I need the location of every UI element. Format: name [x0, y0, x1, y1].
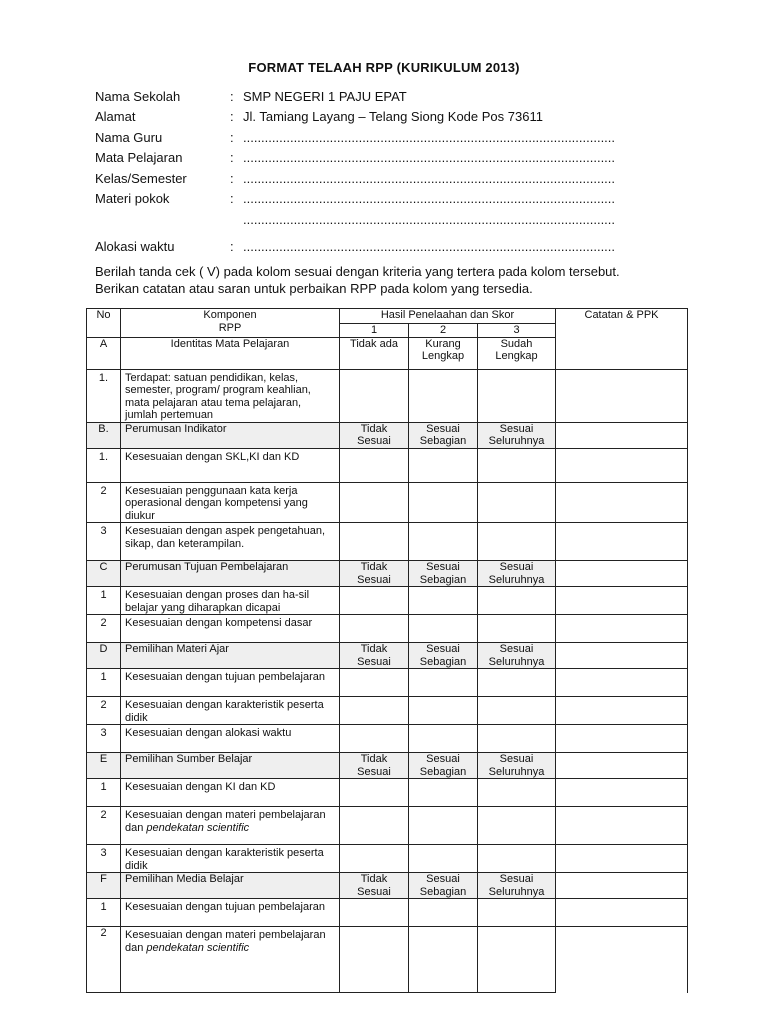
- field-value[interactable]: .......................................................................................................: [243, 129, 616, 145]
- score-cell[interactable]: [478, 587, 556, 615]
- item-no: 1: [87, 779, 121, 807]
- table-row: [87, 669, 688, 697]
- item-no: 1: [87, 899, 121, 927]
- notes-cell[interactable]: [556, 927, 688, 993]
- score-option: Tidak Sesuai: [340, 753, 409, 779]
- table-row: [87, 725, 688, 753]
- item-text-main: Kesesuaian dengan proses dan ha-sil belajar yang diharapkan dicapai: [125, 589, 310, 614]
- item-text-main: Kesesuaian dengan alokasi waktu: [125, 727, 292, 739]
- item-no: 1: [87, 669, 121, 697]
- field-row: [95, 168, 655, 189]
- field-label: Alamat: [95, 109, 136, 125]
- notes-cell[interactable]: [556, 615, 688, 643]
- score-cell[interactable]: [340, 523, 409, 561]
- item-no: 1: [87, 587, 121, 615]
- score-cell[interactable]: [340, 669, 409, 697]
- score-cell[interactable]: [340, 697, 409, 725]
- review-table: [86, 308, 688, 993]
- field-value[interactable]: .......................................................................................................: [243, 170, 616, 186]
- field-colon: :: [230, 109, 234, 125]
- score-option: Sesuai Seluruhnya: [478, 561, 556, 587]
- notes-cell[interactable]: [556, 779, 688, 807]
- table-row: [87, 482, 688, 523]
- field-colon: :: [230, 170, 234, 186]
- score-option: Sesuai Seluruhnya: [478, 753, 556, 779]
- table-row: [87, 807, 688, 845]
- field-row: [95, 86, 655, 107]
- notes-cell[interactable]: [556, 643, 688, 669]
- spacer: [95, 230, 655, 237]
- item-no: 2: [87, 927, 121, 993]
- score-option: Sesuai Sebagian: [409, 753, 478, 779]
- item-text: [121, 587, 340, 615]
- item-text: [121, 697, 340, 725]
- score-cell[interactable]: [409, 725, 478, 753]
- section-no: F: [87, 873, 121, 899]
- section-no: B.: [87, 422, 121, 448]
- field-row: [95, 107, 655, 128]
- field-row: [95, 237, 655, 258]
- score-option: Sesuai Seluruhnya: [478, 643, 556, 669]
- notes-cell[interactable]: [556, 587, 688, 615]
- notes-cell[interactable]: [556, 448, 688, 482]
- item-no: 3: [87, 725, 121, 753]
- field-label: Alokasi waktu: [95, 239, 175, 255]
- header-row: [87, 309, 688, 324]
- instruction-line: Berilah tanda cek ( V) pada kolom sesuai dengan kriteria yang tertera pada kolom tersebut.: [95, 264, 620, 279]
- item-text-main: Kesesuaian dengan karakteristik peserta didik: [125, 847, 324, 872]
- section-row: [87, 873, 688, 899]
- score-cell[interactable]: [409, 899, 478, 927]
- section-title: Identitas Mata Pelajaran: [121, 337, 340, 369]
- table-row: [87, 615, 688, 643]
- notes-cell[interactable]: [556, 669, 688, 697]
- field-label: Nama Sekolah: [95, 88, 181, 104]
- score-option: Tidak Sesuai: [340, 422, 409, 448]
- item-text-main: Kesesuaian dengan tujuan pembelajaran: [125, 671, 325, 683]
- field-colon: :: [230, 88, 234, 104]
- notes-cell[interactable]: [556, 482, 688, 523]
- score-cell[interactable]: [409, 779, 478, 807]
- item-text-main: Kesesuaian dengan KI dan KD: [125, 781, 276, 793]
- section-no: E: [87, 753, 121, 779]
- score-option: Sesuai Seluruhnya: [478, 422, 556, 448]
- score-cell[interactable]: [478, 779, 556, 807]
- table-row: [87, 448, 688, 482]
- section-no: D: [87, 643, 121, 669]
- table-row: [87, 927, 688, 993]
- score-cell[interactable]: [340, 482, 409, 523]
- score-cell[interactable]: [409, 927, 478, 993]
- score-option: Sesuai Seluruhnya: [478, 873, 556, 899]
- score-cell[interactable]: [409, 523, 478, 561]
- score-cell[interactable]: [409, 697, 478, 725]
- item-no: 2: [87, 615, 121, 643]
- field-row: [95, 127, 655, 148]
- score-cell[interactable]: [478, 482, 556, 523]
- item-text: [121, 615, 340, 643]
- score-option: Sesuai Sebagian: [409, 643, 478, 669]
- notes-cell[interactable]: [556, 845, 688, 873]
- instructions: [95, 264, 695, 297]
- score-1: 1: [340, 324, 409, 338]
- score-cell[interactable]: [409, 669, 478, 697]
- field-row: [95, 189, 655, 210]
- notes-cell[interactable]: [556, 753, 688, 779]
- instruction-line: Berikan catatan atau saran untuk perbaikan RPP pada kolom yang tersedia.: [95, 280, 533, 296]
- score-option: Sesuai Sebagian: [409, 873, 478, 899]
- item-text: [121, 448, 340, 482]
- item-text-italic: pendekatan scientific: [146, 941, 250, 954]
- score-cell[interactable]: [340, 807, 409, 845]
- score-cell[interactable]: [340, 927, 409, 993]
- item-text-main: Kesesuaian dengan materi pembelajaran dan: [125, 809, 326, 834]
- notes-cell[interactable]: [556, 369, 688, 422]
- field-value[interactable]: .......................................................................................................: [243, 191, 616, 207]
- score-cell[interactable]: [478, 448, 556, 482]
- score-cell[interactable]: [478, 369, 556, 422]
- item-text: [121, 845, 340, 873]
- field-value[interactable]: SMP NEGERI 1 PAJU EPAT: [243, 88, 407, 104]
- section-row: [87, 753, 688, 779]
- item-no: 1.: [87, 448, 121, 482]
- identity-block: [95, 86, 655, 257]
- field-colon: :: [230, 150, 234, 166]
- table-row: [87, 523, 688, 561]
- score-cell[interactable]: [340, 448, 409, 482]
- item-text-main: Kesesuaian penggunaan kata kerja operasional dengan kompetensi yang diukur: [125, 484, 308, 522]
- score-cell[interactable]: [340, 899, 409, 927]
- notes-cell[interactable]: [556, 807, 688, 845]
- notes-cell[interactable]: [556, 697, 688, 725]
- score-option: Tidak Sesuai: [340, 561, 409, 587]
- table-row: [87, 587, 688, 615]
- score-option: Tidak Sesuai: [340, 873, 409, 899]
- notes-cell[interactable]: [556, 422, 688, 448]
- score-cell[interactable]: [409, 369, 478, 422]
- score-cell[interactable]: [409, 615, 478, 643]
- field-label: Nama Guru: [95, 129, 163, 145]
- score-cell[interactable]: [478, 697, 556, 725]
- item-no: 2: [87, 807, 121, 845]
- field-colon: :: [230, 129, 234, 145]
- item-text-main: Kesesuaian dengan kompetensi dasar: [125, 617, 313, 629]
- item-text-italic: pendekatan scientific: [146, 821, 250, 834]
- item-no: 2: [87, 482, 121, 523]
- field-colon: :: [230, 239, 234, 255]
- score-cell[interactable]: [478, 927, 556, 993]
- item-text: [121, 523, 340, 561]
- item-no: 3: [87, 523, 121, 561]
- score-option: Tidak ada: [340, 337, 409, 369]
- field-value[interactable]: .......................................................................................................: [243, 239, 616, 255]
- item-text-main: Kesesuaian dengan tujuan pembelajaran: [125, 901, 325, 913]
- score-cell[interactable]: [478, 523, 556, 561]
- notes-cell[interactable]: [556, 725, 688, 753]
- table-row: [87, 899, 688, 927]
- score-cell[interactable]: [340, 587, 409, 615]
- score-cell[interactable]: [409, 845, 478, 873]
- header-no: No: [87, 309, 121, 338]
- field-row: [95, 148, 655, 169]
- score-3: 3: [478, 324, 556, 338]
- item-text: [121, 927, 340, 993]
- materi-extra-line[interactable]: .......................................................................................................: [243, 211, 616, 227]
- notes-cell[interactable]: [556, 523, 688, 561]
- score-cell[interactable]: [409, 587, 478, 615]
- table-row: [87, 779, 688, 807]
- field-label: Kelas/Semester: [95, 170, 187, 186]
- item-text: [121, 482, 340, 523]
- section-row: [87, 561, 688, 587]
- item-text: [121, 669, 340, 697]
- score-cell[interactable]: [478, 845, 556, 873]
- score-cell[interactable]: [409, 448, 478, 482]
- notes-cell[interactable]: [556, 899, 688, 927]
- section-title: Perumusan Tujuan Pembelajaran: [121, 561, 340, 587]
- item-no: 2: [87, 697, 121, 725]
- item-text: [121, 369, 340, 422]
- score-cell[interactable]: [340, 725, 409, 753]
- section-title: Perumusan Indikator: [121, 422, 340, 448]
- score-cell[interactable]: [478, 807, 556, 845]
- score-cell[interactable]: [478, 615, 556, 643]
- item-no: 1.: [87, 369, 121, 422]
- score-cell[interactable]: [409, 482, 478, 523]
- header-komponen: Komponen RPP: [121, 309, 340, 338]
- notes-cell[interactable]: [556, 561, 688, 587]
- item-text-main: Kesesuaian dengan karakteristik peserta didik: [125, 699, 324, 724]
- score-cell[interactable]: [409, 807, 478, 845]
- score-option: Sudah Lengkap: [478, 337, 556, 369]
- score-option: Tidak Sesuai: [340, 643, 409, 669]
- field-colon: :: [230, 191, 234, 207]
- section-title: Pemilihan Media Belajar: [121, 873, 340, 899]
- score-option: Sesuai Sebagian: [409, 422, 478, 448]
- item-no: 3: [87, 845, 121, 873]
- section-no: A: [87, 337, 121, 369]
- field-label: Mata Pelajaran: [95, 150, 183, 166]
- item-text: [121, 899, 340, 927]
- table-row: [87, 697, 688, 725]
- score-cell[interactable]: [340, 779, 409, 807]
- header-hasil: Hasil Penelaahan dan Skor: [340, 309, 556, 324]
- score-option: Sesuai Sebagian: [409, 561, 478, 587]
- item-text: [121, 779, 340, 807]
- notes-cell[interactable]: [556, 873, 688, 899]
- table-row: [87, 845, 688, 873]
- section-title: Pemilihan Materi Ajar: [121, 643, 340, 669]
- score-cell[interactable]: [478, 669, 556, 697]
- field-value[interactable]: .......................................................................................................: [243, 150, 616, 166]
- section-title: Pemilihan Sumber Belajar: [121, 753, 340, 779]
- item-text-main: Terdapat: satuan pendidikan, kelas, semester, program/ program keahlian, mata pelajaran atau tema pelajaran, jumlah pertemuan: [125, 371, 311, 421]
- item-text-main: Kesesuaian dengan materi pembelajaran dan: [125, 929, 326, 954]
- section-row: [87, 643, 688, 669]
- item-text: [121, 725, 340, 753]
- score-cell[interactable]: [478, 899, 556, 927]
- field-value[interactable]: Jl. Tamiang Layang – Telang Siong Kode Pos 73611: [243, 109, 543, 125]
- score-cell[interactable]: [340, 845, 409, 873]
- score-2: 2: [409, 324, 478, 338]
- score-cell[interactable]: [478, 725, 556, 753]
- item-text-main: Kesesuaian dengan aspek pengetahuan, sikap, dan keterampilan.: [125, 525, 326, 550]
- page-title: FORMAT TELAAH RPP (KURIKULUM 2013): [248, 60, 520, 75]
- item-text-main: Kesesuaian dengan SKL,KI dan KD: [125, 450, 300, 463]
- section-no: C: [87, 561, 121, 587]
- field-label: Materi pokok: [95, 191, 170, 207]
- score-cell[interactable]: [340, 369, 409, 422]
- header-notes: Catatan & PPK: [556, 309, 688, 370]
- score-option: Kurang Lengkap: [409, 337, 478, 369]
- section-row: [87, 422, 688, 448]
- score-cell[interactable]: [340, 615, 409, 643]
- table-row: [87, 369, 688, 422]
- item-text: [121, 807, 340, 845]
